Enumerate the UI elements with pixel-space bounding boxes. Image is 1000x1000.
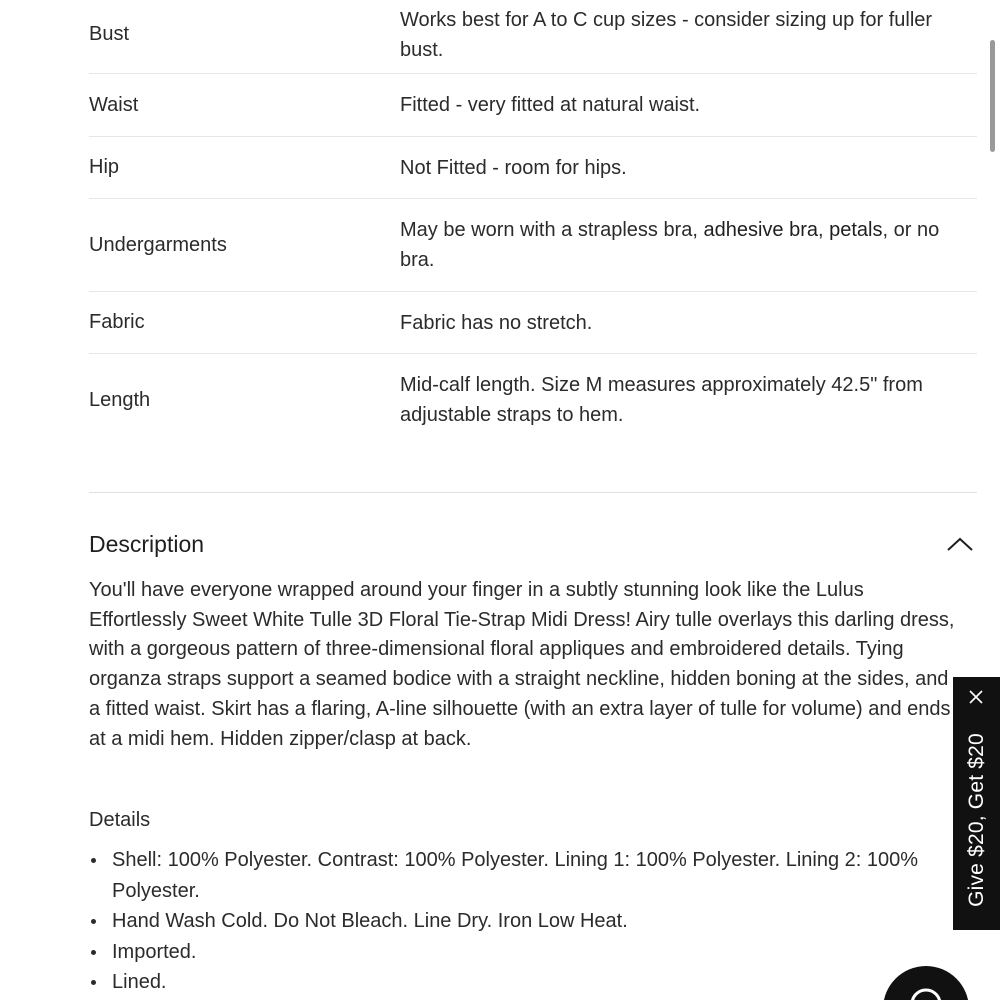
fit-label: Waist bbox=[89, 93, 139, 116]
fit-value: Mid-calf length. Size M measures approximately 42.5" from adjustable straps to hem. bbox=[400, 374, 923, 426]
close-icon[interactable] bbox=[966, 687, 986, 707]
petals-link[interactable]: petals bbox=[829, 219, 883, 241]
fit-label: Bust bbox=[89, 23, 130, 45]
details-list bbox=[89, 845, 959, 998]
list-item: Lined. bbox=[89, 967, 959, 998]
value-text: , or no bra. bbox=[400, 219, 940, 271]
fit-value bbox=[400, 215, 977, 275]
list-item: Imported. bbox=[89, 937, 959, 968]
referral-promo-tab[interactable] bbox=[953, 677, 1000, 930]
value-text: May be worn with a strapless bra, bbox=[400, 219, 704, 241]
fit-row-fabric bbox=[89, 292, 977, 354]
fit-row-bust bbox=[89, 0, 977, 74]
fit-row-undergarments bbox=[89, 199, 977, 292]
fit-value: Not Fitted - room for hips. bbox=[400, 156, 627, 179]
fit-row-length bbox=[89, 354, 977, 446]
section-divider bbox=[89, 492, 977, 493]
fit-value: Works best for A to C cup sizes - consider sizing up for fuller bust. bbox=[400, 8, 933, 61]
fit-value: Fitted - very fitted at natural waist. bbox=[400, 94, 701, 116]
promo-label[interactable]: Give $20, Get $20 bbox=[964, 733, 988, 907]
description-text: You'll have everyone wrapped around your finger in a subtly stunning look like the Lulus Effortlessly Sweet White Tulle 3D Floral Tie-Strap Midi Dress! Airy tulle overlays this darling dress, with a gorgeous pattern of three-dimensional floral appliques and embroidered details. Tying organza straps support a seamed bodice with a straight neckline, hidden boning at the sides, and a fitted waist. Skirt has a flaring, A-line silhouette (with an extra layer of tulle for volume) and ends at a midi hem. Hidden zipper/clasp at back. bbox=[89, 579, 955, 750]
fit-label: Length bbox=[89, 388, 151, 411]
description-title: Description bbox=[89, 530, 205, 557]
fit-label: Hip bbox=[89, 156, 120, 178]
list-item: Shell: 100% Polyester. Contrast: 100% Polyester. Lining 1: 100% Polyester. Lining 2: 100% Polyester. bbox=[89, 845, 959, 906]
fit-table bbox=[89, 0, 977, 446]
adhesive-bra-link[interactable]: adhesive bra bbox=[703, 219, 818, 241]
fit-label: Undergarments bbox=[89, 233, 227, 256]
fit-row-waist bbox=[89, 74, 977, 137]
fit-row-hip bbox=[89, 137, 977, 199]
chevron-up-icon[interactable] bbox=[945, 529, 975, 559]
chat-icon bbox=[906, 984, 946, 1000]
value-separator: , bbox=[818, 219, 830, 241]
details-title: Details bbox=[89, 809, 151, 831]
list-item: Hand Wash Cold. Do Not Bleach. Line Dry. Iron Low Heat. bbox=[89, 906, 959, 937]
scrollbar[interactable] bbox=[990, 40, 995, 152]
fit-value: Fabric has no stretch. bbox=[400, 311, 593, 334]
fit-label: Fabric bbox=[89, 311, 145, 333]
description-accordion-header[interactable] bbox=[89, 526, 977, 562]
